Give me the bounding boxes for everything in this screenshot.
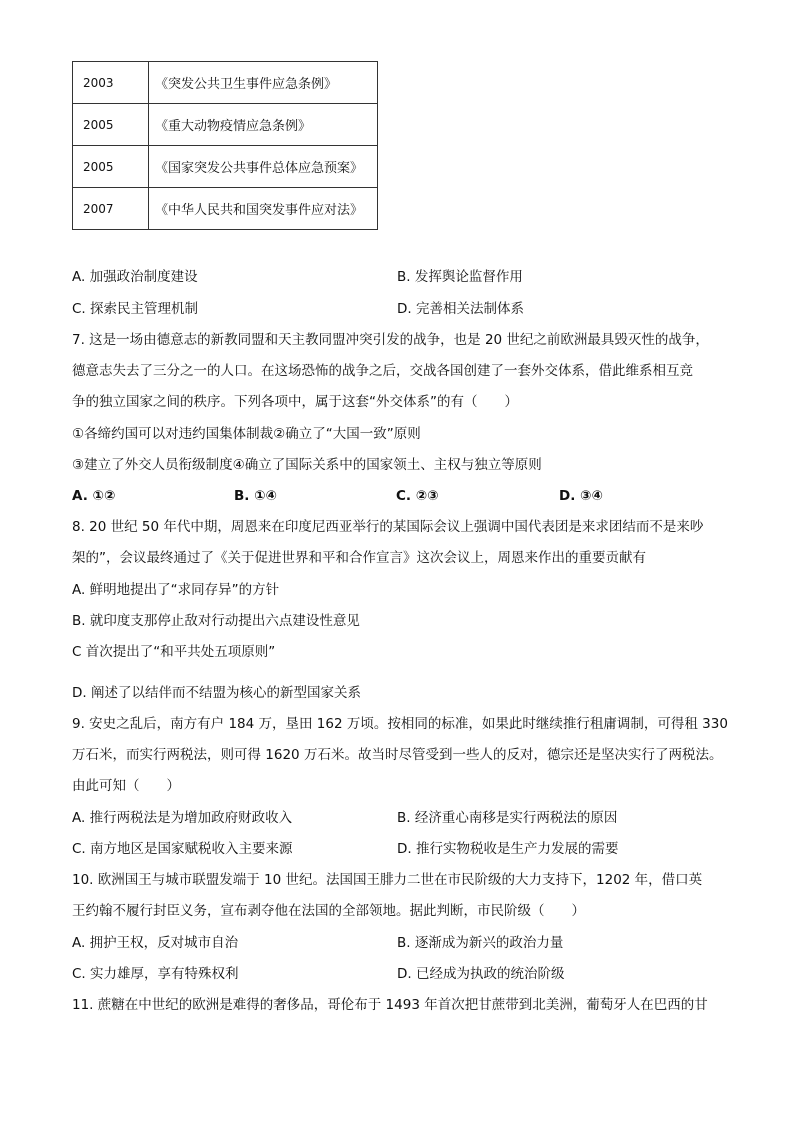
q7-option-a: A. ①② [72,488,116,504]
table-row [73,188,378,230]
q10-stem-line: 10. 欧洲国王与城市联盟发端于 10 世纪。法国国王腓力二世在市民阶级的大力支持下，1202 年，借口英 [72,872,703,888]
year-cell: 2005 [73,104,149,146]
q9-option-b: B. 经济重心南移是实行两税法的原因 [397,810,618,826]
q10-option-d: D. 已经成为执政的统治阶级 [397,966,565,982]
q9-option-d: D. 推行实物税收是生产力发展的需要 [397,841,619,857]
q6-option-c: C. 探索民主管理机制 [72,301,199,317]
q10-option-a: A. 拥护王权，反对城市自治 [72,935,239,951]
title-cell: 《重大动物疫情应急条例》 [149,104,378,146]
q11-stem-line: 11. 蔗糖在中世纪的欧洲是难得的奢侈品，哥伦布于 1493 年首次把甘蔗带到北美洲，葡萄牙人在巴西的甘 [72,997,708,1013]
table-row [73,146,378,188]
title-cell: 《突发公共卫生事件应急条例》 [149,62,378,104]
q7-option-d: D. ③④ [559,488,603,504]
table-row [73,62,378,104]
q8-stem-line: 架的”，会议最终通过了《关于促进世界和平和合作宣言》这次会议上，周恩来作出的重要贡献有 [72,550,646,566]
q8-option-d: D. 阐述了以结伴而不结盟为核心的新型国家关系 [72,685,361,701]
q10-option-c: C. 实力雄厚，享有特殊权利 [72,966,239,982]
q6-option-a: A. 加强政治制度建设 [72,269,198,285]
table-row [73,104,378,146]
q7-stem-line: 争的独立国家之间的秩序。下列各项中，属于这套“外交体系”的有（ ） [72,394,518,410]
q9-option-a: A. 推行两税法是为增加政府财政收入 [72,810,293,826]
title-cell: 《中华人民共和国突发事件应对法》 [149,188,378,230]
law-table [72,61,378,230]
q7-stem-line: 7. 这是一场由德意志的新教同盟和天主教同盟冲突引发的战争，也是 20 世纪之前欧洲最具毁灭性的战争， [72,332,709,348]
q9-stem-line: 万石米，而实行两税法，则可得 1620 万石米。故当时尽管受到一些人的反对，德宗还是坚决实行了两税法。 [72,747,723,763]
year-cell: 2005 [73,146,149,188]
q6-option-b: B. 发挥舆论监督作用 [397,269,523,285]
q8-stem-line: 8. 20 世纪 50 年代中期，周恩来在印度尼西亚举行的某国际会议上强调中国代表团是来求团结而不是来吵 [72,519,704,535]
q7-statement-line: ③建立了外交人员衔级制度④确立了国际关系中的国家领土、主权与独立等原则 [72,457,542,473]
q8-option-c: C 首次提出了“和平共处五项原则” [72,644,276,660]
q9-option-c: C. 南方地区是国家赋税收入主要来源 [72,841,293,857]
q10-option-b: B. 逐渐成为新兴的政治力量 [397,935,564,951]
year-cell: 2007 [73,188,149,230]
q8-option-a: A. 鲜明地提出了“求同存异”的方针 [72,582,280,598]
title-cell: 《国家突发公共事件总体应急预案》 [149,146,378,188]
q7-option-c: C. ②③ [396,488,439,504]
q6-option-d: D. 完善相关法制体系 [397,301,524,317]
q9-stem-line: 9. 安史之乱后，南方有户 184 万，垦田 162 万顷。按相同的标准，如果此时继续推行租庸调制，可得租 330 [72,716,728,732]
q7-stem-line: 德意志失去了三分之一的人口。在这场恐怖的战争之后，交战各国创建了一套外交体系，借此维系相互竞 [72,363,693,379]
year-cell: 2003 [73,62,149,104]
q9-stem-line: 由此可知（ ） [72,778,180,794]
q10-stem-line: 王约翰不履行封臣义务，宣布剥夺他在法国的全部领地。据此判断，市民阶级（ ） [72,903,585,919]
q7-statement-line: ①各缔约国可以对违约国集体制裁②确立了“大国一致”原则 [72,426,421,442]
q7-option-b: B. ①④ [234,488,277,504]
q8-option-b: B. 就印度支那停止敌对行动提出六点建设性意见 [72,613,360,629]
